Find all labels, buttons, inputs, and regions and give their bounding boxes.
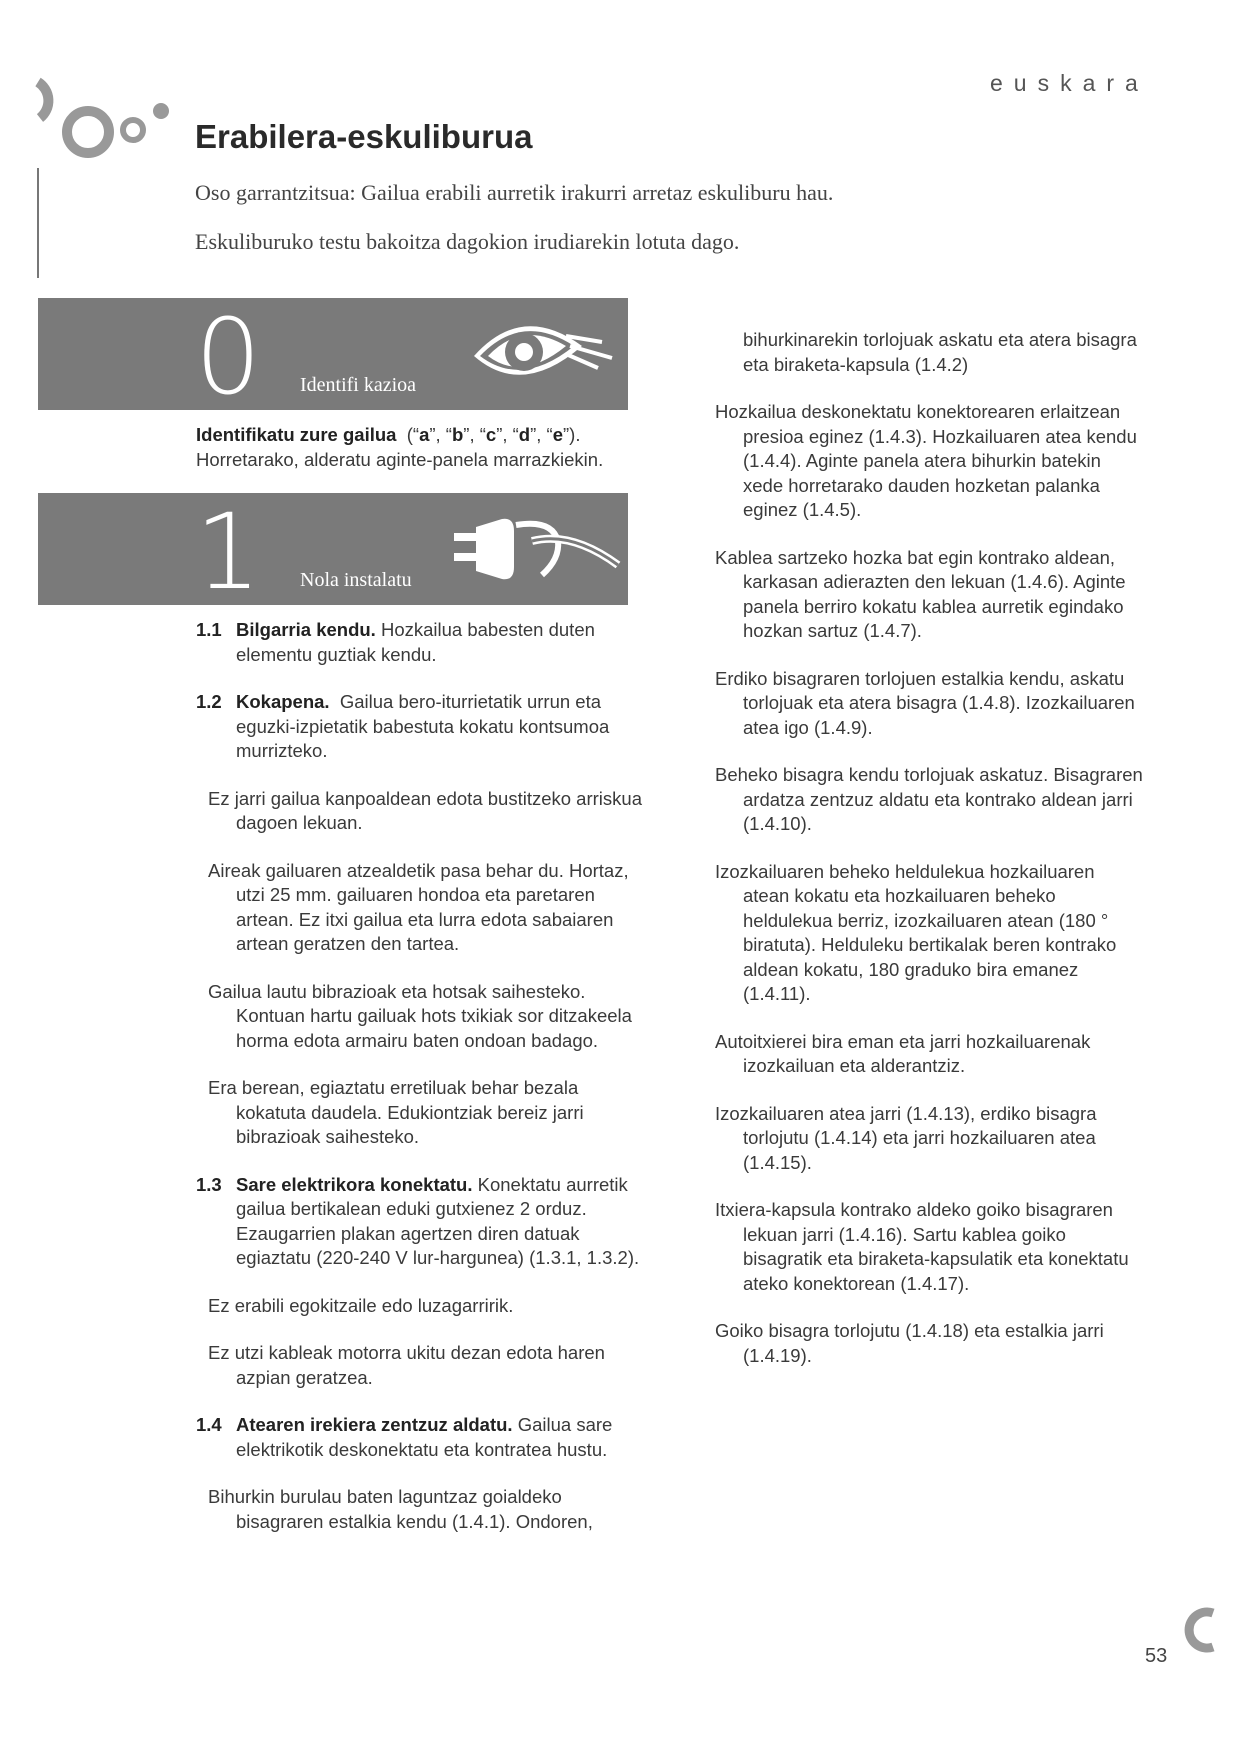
- paragraph: Kablea sartzeko hozka bat egin kontrako aldean, karkasan adierazten den lekuan (1.4.6). Aginte panela berriro kokatu kablea aurretik egindako hozkan sartuz (1.4.7).: [715, 546, 1126, 641]
- paragraph: Bihurkin burulau baten laguntzaz goialdeko bisagraren estalkia kendu (1.4.1). Ondoren,: [208, 1486, 593, 1532]
- left-column: [196, 618, 646, 1557]
- right-column: [715, 328, 1145, 1391]
- paragraph: Goiko bisagra torlojutu (1.4.18) eta estalkia jarri (1.4.19).: [715, 1320, 1104, 1366]
- section-title: Nola instalatu: [300, 569, 412, 591]
- identify-text: Identifikatu zure gailua (“a”, “b”, “c”, “d”, “e”). Horretarako, alderatu aginte-panela marrazkiekin.: [196, 424, 604, 470]
- section-banner-installation: [38, 493, 628, 605]
- corner-ring-icon: [1175, 1605, 1215, 1655]
- paragraph: Hozkailua deskonektatu konektorearen erlaitzean presioa eginez (1.4.3). Hozkailuaren atea kendu (1.4.4). Aginte panela atera bihurkin batekin xede horretarako dauden hozketan palanka eginez (1.4.5).: [715, 401, 1137, 520]
- paragraph: Izozkailuaren atea jarri (1.4.13), erdiko bisagra torlojutu (1.4.14) eta jarri hozkailuaren atea (1.4.15).: [715, 1102, 1097, 1173]
- paragraph-continued: bihurkinarekin torlojuak askatu eta atera bisagra eta biraketa-kapsula (1.4.2): [743, 329, 1137, 375]
- paragraph: Erdiko bisagraren torlojuen estalkia kendu, askatu torlojuak eta atera bisagra (1.4.8). Izozkailuaren atea igo (1.4.9).: [715, 667, 1135, 738]
- section-number: 1: [195, 493, 262, 605]
- step-1-2: 1.2 Kokapena. Gailua bero-iturrietatik urrun eta eguzki-izpietatik babestuta kokatu kontsumoa murrizteko.: [196, 691, 610, 761]
- section-number: 0: [195, 298, 262, 410]
- identify-lead: Identifikatu zure gailua: [196, 424, 397, 445]
- step-1-3: 1.3 Sare elektrikora konektatu. Konektatu aurretik gailua bertikalean eduki gutxienez 2 orduz. Ezaugarrien plakan agertzen diren datuak egiaztatu (220-240 V lur-hargunea) (1.3.1, 1.3.2).: [196, 1173, 640, 1268]
- paragraph: Aireak gailuaren atzealdetik pasa behar du. Hortaz, utzi 25 mm. gailuaren hondoa eta paretaren artean. Ez itxi gailua eta lurra edota sabaiaren artean geratzen den tartea.: [208, 859, 629, 954]
- eye-icon: [462, 306, 622, 402]
- paragraph: Ez jarri gailua kanpoaldean edota bustitzeko arriskua dagoen lekuan.: [208, 787, 642, 833]
- paragraph: Izozkailuaren beheko heldulekua hozkailuaren atean kokatu eta hozkailuaren beheko heldulekua berriz, izozkailuaren atean (180 ° biratuta). Helduleku bertikalak beren kontrako aldean kokatu, 180 graduko bira emanez (1.4.11).: [715, 860, 1117, 1004]
- paragraph: Gailua lautu bibrazioak eta hotsak saihesteko. Kontuan hartu gailuak hots txikiak sor ditzakeela horma edota armairu baten ondoan badago.: [208, 980, 632, 1051]
- margin-rule: [37, 168, 39, 278]
- paragraph: Beheko bisagra kendu torlojuak askatuz. Bisagraren ardatza zentzuz aldatu eta kontrako aldean jarri (1.4.10).: [715, 764, 1143, 834]
- language-label: euskara: [990, 70, 1149, 96]
- section-banner-identification: [38, 298, 628, 410]
- paragraph: Autoitxierei bira eman eta jarri hozkailuarenak izozkailuan eta alderantziz.: [715, 1030, 1091, 1076]
- step-1-1: 1.1 Bilgarria kendu. Hozkailua babesten duten elementu guztiak kendu.: [196, 619, 595, 665]
- page-number: 53: [1145, 1645, 1168, 1667]
- paragraph: Ez utzi kableak motorra ukitu dezan edota haren azpian geratzea.: [208, 1342, 605, 1388]
- plug-icon: [442, 501, 622, 597]
- intro-line-2: Eskuliburuko testu bakoitza dagokion irudiarekin lotuta dago.: [195, 229, 740, 254]
- paragraph: Ez erabili egokitzaile edo luzagarririk.: [208, 1294, 514, 1316]
- brand-logo: [30, 70, 170, 185]
- step-1-4: 1.4 Atearen irekiera zentzuz aldatu. Gailua sare elektrikotik deskonektatu eta kontratea hustu.: [196, 1414, 613, 1460]
- section-title: Identifi kazioa: [300, 374, 417, 396]
- paragraph: Era berean, egiaztatu erretiluak behar bezala kokatuta daudela. Edukiontziak bereiz jarri bibrazioak saihesteko.: [208, 1077, 584, 1147]
- page-title: Erabilera-eskuliburua: [195, 118, 533, 155]
- paragraph: Itxiera-kapsula kontrako aldeko goiko bisagraren lekuan jarri (1.4.16). Sartu kablea goiko bisagratik eta biraketa-kapsulatik eta konektatu ateko konektorean (1.4.17).: [715, 1199, 1129, 1294]
- intro-line-1: Oso garrantzitsua: Gailua erabili aurretik irakurri arretaz eskuliburu hau.: [195, 180, 834, 205]
- identify-rest: Horretarako, alderatu aginte-panela marrazkiekin.: [196, 448, 604, 470]
